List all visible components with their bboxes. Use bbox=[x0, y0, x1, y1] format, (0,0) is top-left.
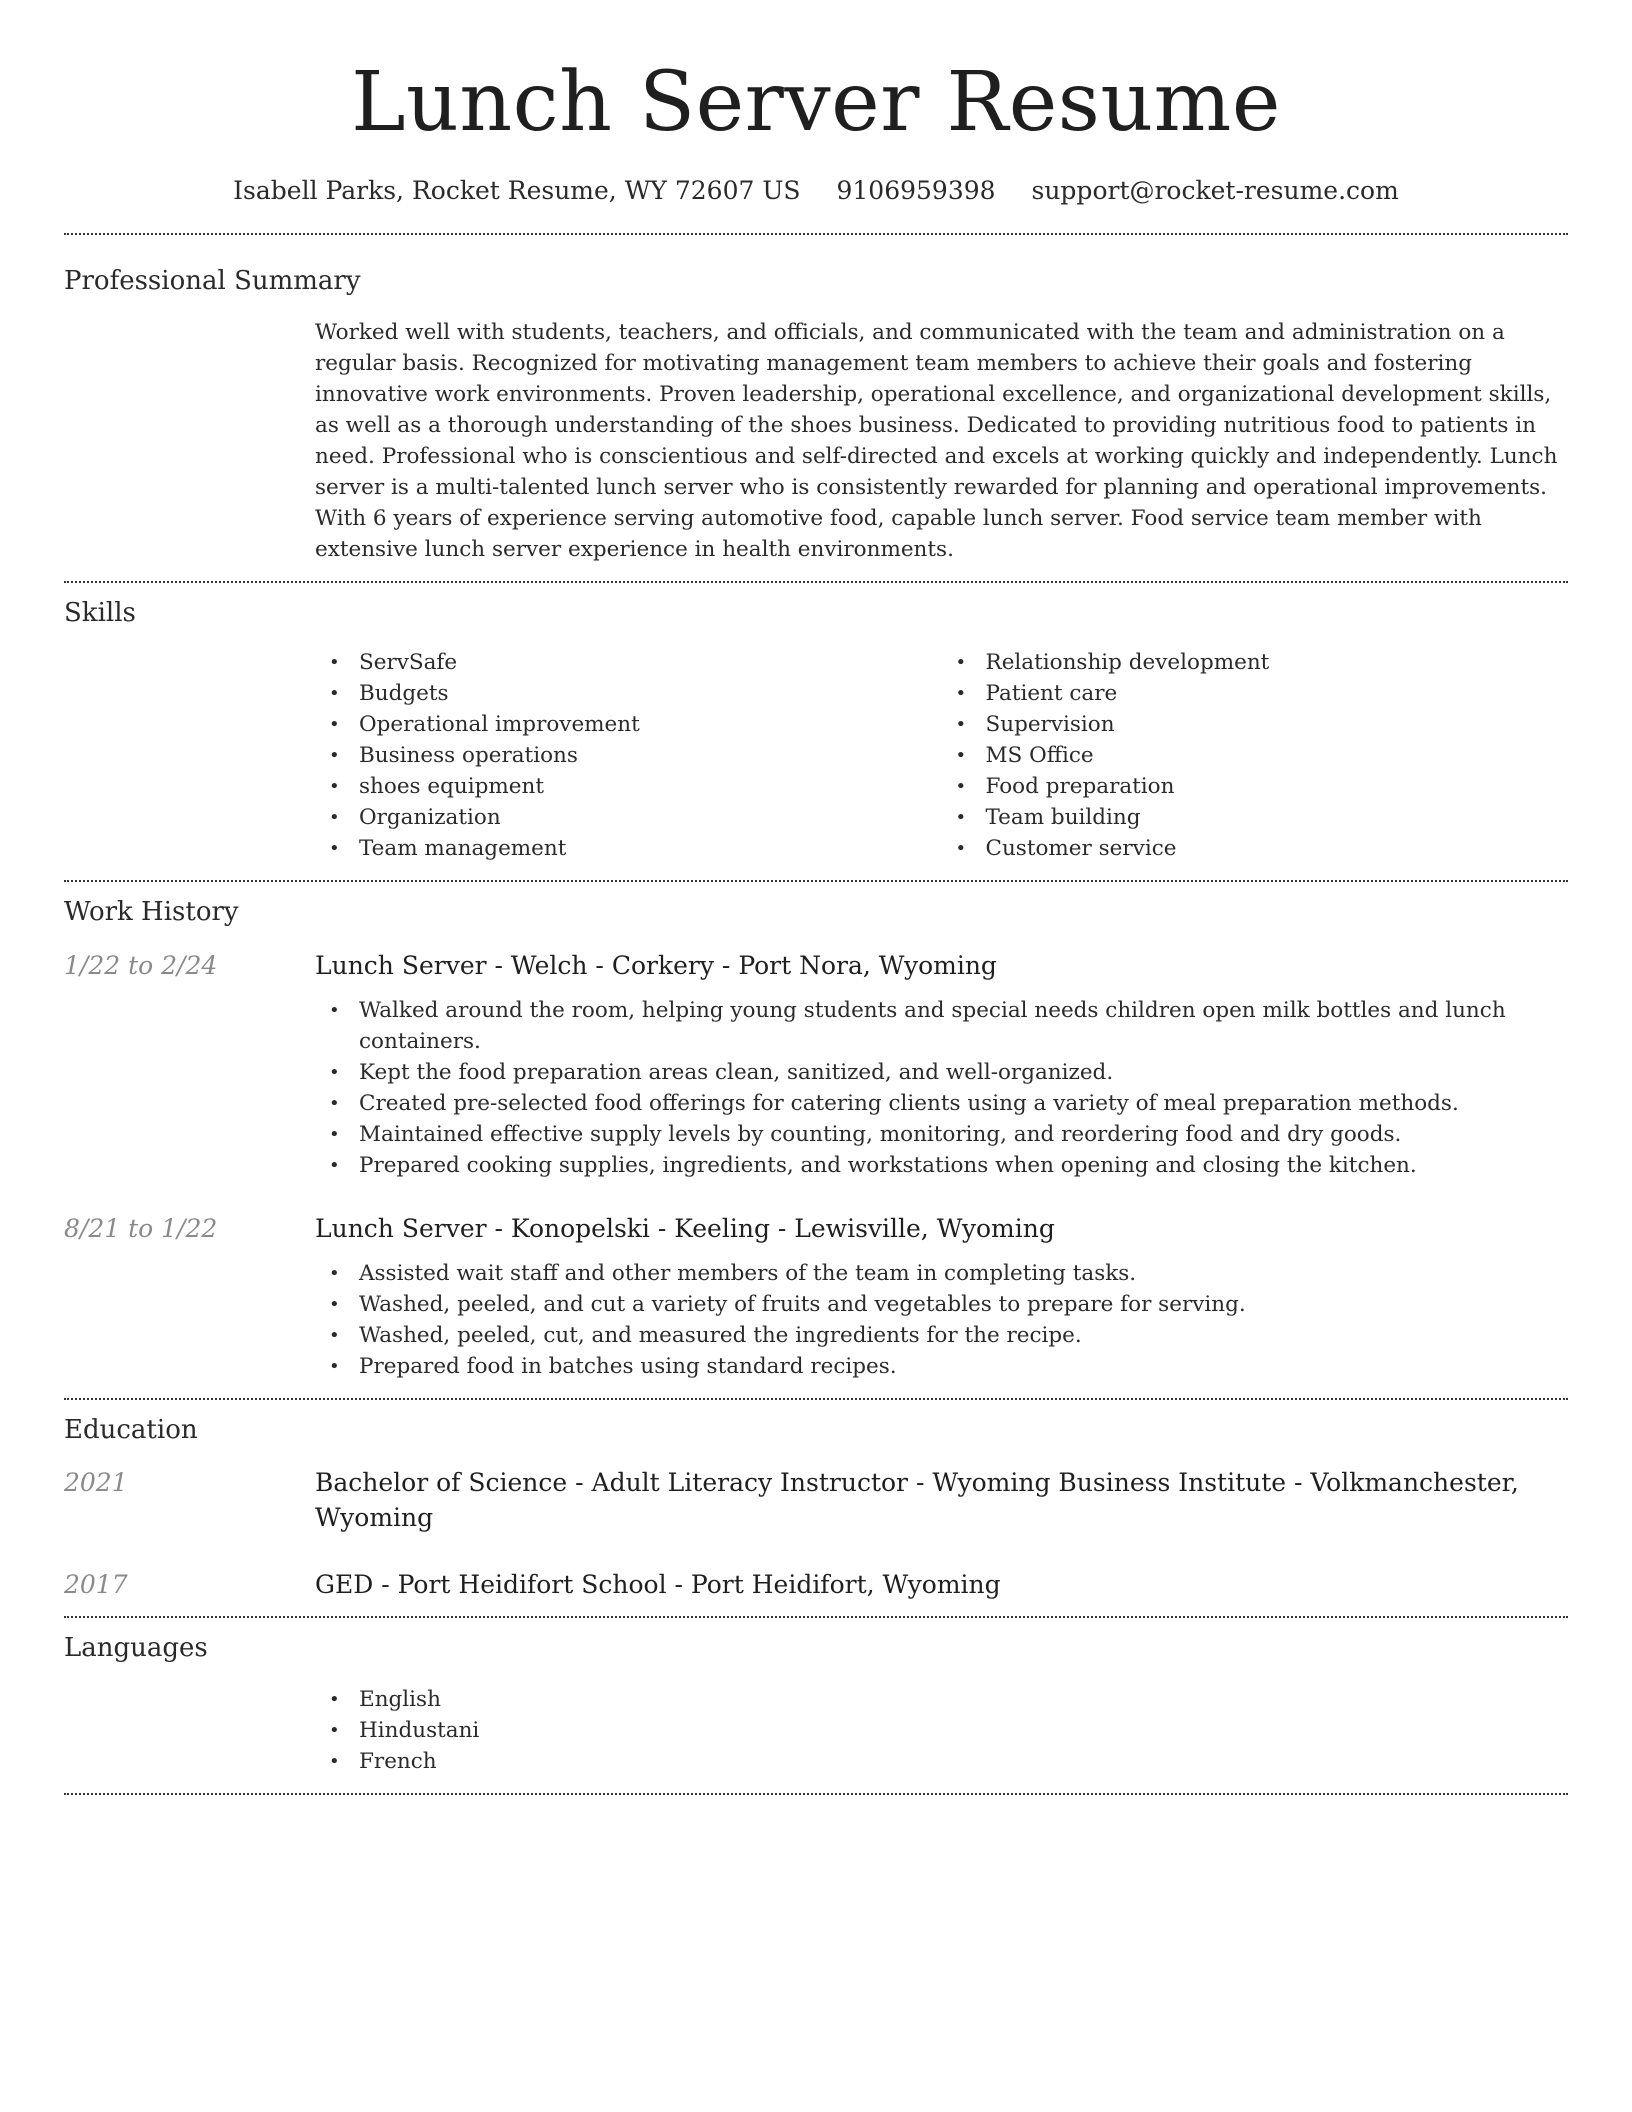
job-entry bbox=[64, 948, 1568, 1181]
job-bullets bbox=[64, 995, 1568, 1181]
job-bullet: • Washed, peeled, and cut a variety of fruits and vegetables to prepare for serving. bbox=[315, 1289, 1246, 1320]
job-title: Lunch Server - Welch - Corkery - Port Nora, Wyoming bbox=[315, 950, 997, 980]
education-school: - Port Heidifort School - Port Heidifort, Wyoming bbox=[373, 1570, 1001, 1600]
contact-phone: 9106959398 bbox=[836, 176, 996, 206]
language-item: • English bbox=[315, 1684, 1568, 1715]
skill-item: • shoes equipment bbox=[315, 771, 942, 802]
skills-heading: Skills bbox=[64, 598, 136, 629]
job-bullet: • Created pre-selected food offerings for catering clients using a variety of meal preparation methods. bbox=[315, 1088, 1568, 1119]
summary-text: Worked well with students, teachers, and officials, and communicated with the team and administration on a regular basis. Recognized for motivating management team members to achieve their goals and fostering innovative work environments. Proven leadership, operational excellence, and organizational development skills, as well as a thorough understanding of the shoes business. Dedicated to providing nutritious food to patients in need. Professional who is conscientious and self-directed and excels at working quickly and independently. Lunch server is a multi-talented lunch server who is consistently rewarded for planning and operational improvements. With 6 years of experience serving automotive food, capable lunch server. Food service team member with extensive lunch server experience in health environments. bbox=[315, 320, 1558, 563]
education-detail bbox=[315, 1567, 1001, 1602]
job-bullet: • Prepared food in batches using standard recipes. bbox=[315, 1351, 1246, 1382]
divider bbox=[64, 1793, 1568, 1795]
job-bullet: • Washed, peeled, cut, and measured the ingredients for the recipe. bbox=[315, 1320, 1246, 1351]
work-section bbox=[64, 882, 1568, 1398]
job-body bbox=[315, 1211, 1246, 1382]
skills-list bbox=[315, 647, 1568, 880]
education-date: 2017 bbox=[64, 1570, 128, 1600]
skill-item: • Team management bbox=[315, 833, 942, 864]
summary-heading: Professional Summary bbox=[64, 266, 361, 297]
education-degree: Bachelor of Science - Adult Literacy Instructor bbox=[315, 1468, 908, 1498]
resume-title: Lunch Server Resume bbox=[351, 55, 1281, 150]
job-body bbox=[315, 948, 1568, 1181]
skills-column-left bbox=[315, 647, 942, 864]
job-title: Lunch Server - Konopelski - Keeling - Lewisville, Wyoming bbox=[315, 1213, 1055, 1243]
summary-section bbox=[64, 235, 1568, 581]
education-heading: Education bbox=[64, 1414, 198, 1445]
skill-item: • Supervision bbox=[942, 709, 1569, 740]
contact-line bbox=[64, 176, 1568, 205]
languages-list bbox=[315, 1684, 1568, 1777]
education-entry bbox=[64, 1567, 1568, 1602]
skill-item: • ServSafe bbox=[315, 647, 942, 678]
job-bullet: • Assisted wait staff and other members of the team in completing tasks. bbox=[315, 1258, 1246, 1289]
job-date: 1/22 to 2/24 bbox=[64, 950, 218, 980]
skill-item: • Customer service bbox=[942, 833, 1569, 864]
skills-column-right bbox=[942, 647, 1569, 864]
skill-item: • Patient care bbox=[942, 678, 1569, 709]
job-bullet: • Maintained effective supply levels by counting, monitoring, and reordering food and dry goods. bbox=[315, 1119, 1568, 1150]
skill-item: • Team building bbox=[942, 802, 1569, 833]
education-detail bbox=[315, 1465, 1568, 1535]
language-item: • Hindustani bbox=[315, 1715, 1568, 1746]
job-bullet: • Walked around the room, helping young students and special needs children open milk bottles and lunch containers. bbox=[315, 995, 1568, 1057]
languages-section bbox=[64, 1618, 1568, 1793]
languages-heading: Languages bbox=[64, 1633, 208, 1664]
skill-item: • Organization bbox=[315, 802, 942, 833]
education-date: 2021 bbox=[64, 1468, 128, 1498]
skill-item: • Budgets bbox=[315, 678, 942, 709]
skills-section bbox=[64, 583, 1568, 880]
job-bullet: • Prepared cooking supplies, ingredients, and workstations when opening and closing the kitchen. bbox=[315, 1150, 1568, 1181]
job-bullets bbox=[64, 1258, 1246, 1382]
job-date: 8/21 to 1/22 bbox=[64, 1213, 218, 1243]
education-school: - Wyoming Business Institute - Volkmanchester, Wyoming bbox=[315, 1468, 1519, 1533]
skill-item: • Relationship development bbox=[942, 647, 1569, 678]
language-item: • French bbox=[315, 1746, 1568, 1777]
skill-item: • MS Office bbox=[942, 740, 1569, 771]
job-bullet: • Kept the food preparation areas clean, sanitized, and well-organized. bbox=[315, 1057, 1568, 1088]
contact-email: support@rocket-resume.com bbox=[1031, 176, 1399, 206]
skill-item: • Food preparation bbox=[942, 771, 1569, 802]
job-entry bbox=[64, 1211, 1568, 1382]
contact-address: Isabell Parks, Rocket Resume, WY 72607 US bbox=[233, 176, 801, 206]
education-entry bbox=[64, 1465, 1568, 1535]
education-section bbox=[64, 1400, 1568, 1617]
skill-item: • Business operations bbox=[315, 740, 942, 771]
skill-item: • Operational improvement bbox=[315, 709, 942, 740]
work-heading: Work History bbox=[64, 896, 239, 927]
education-degree: GED bbox=[315, 1570, 374, 1600]
